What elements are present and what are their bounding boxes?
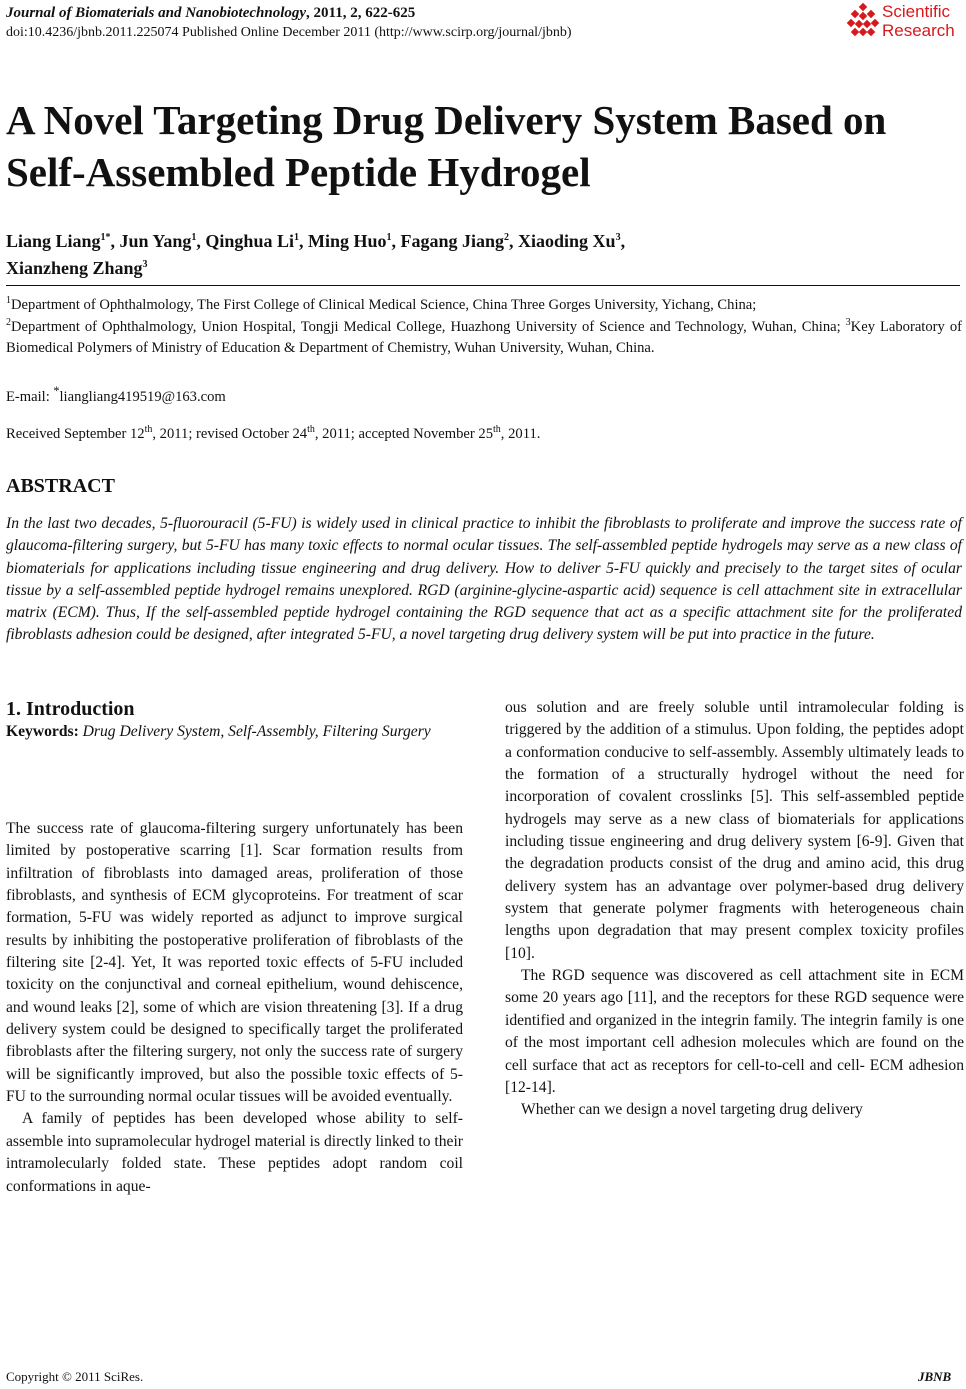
doi-line: doi:10.4236/jbnb.2011.225074 Published Online December 2011 (http://www.scirp.org/journal/jbnb) <box>6 25 572 40</box>
author: Xiaoding Xu$^3$, <box>518 231 626 251</box>
section-heading-introduction: 1. Introduction <box>6 698 135 720</box>
author-divider <box>6 285 960 286</box>
abstract-text: In the last two decades, 5-fluorouracil (5-FU) is widely used in clinical practice to inhibit the fibroblasts to proliferate and improve the success rate of glaucoma-filtering surgery, but 5-FU has many toxic effects to normal ocular tissues. The self-assembled peptide hydrogels may serve as a new class of biomaterials for applications including tissue engineering and drug delivery. How to deliver 5-FU quickly and precisely to the target sites of ocular tissue by a self-assembled peptide hydrogel remains unexplored. RGD (arginine-glycine-aspartic acid) sequence is cell attachment site in extracellular matrix (ECM). Thus, If the self-assembled peptide hydrogel containing the RGD sequence that act as a specific attachment site for the proliferated fibroblasts adhesion could be designed, after integrated 5-FU, a novel targeting drug delivery system will be put into practice in the future. <box>6 515 962 644</box>
publisher-logo-icon <box>848 4 878 38</box>
author: Xianzheng Zhang$^3$ <box>6 258 148 278</box>
affiliations <box>6 295 962 360</box>
paragraph: Whether can we design a novel targeting drug delivery <box>521 1101 863 1119</box>
left-column <box>6 818 463 1198</box>
author: Liang Liang$^{1*}$, <box>6 231 120 251</box>
journal-citation <box>6 4 415 23</box>
copyright: Copyright © 2011 SciRes. <box>6 1369 144 1384</box>
paragraph: ous solution and are freely soluble until intramolecular folding is triggered by the addition of a stimulus. Upon folding, the peptides adopt a conformation conducive to self-assembly. Assembly ultimately leads to the formation of a structurally hydrogel without the need for incorporation of covalent crosslinks [5]. This self-assembled peptide hydrogels may serve as a new class of biomaterials for applications including tissue engineering and drug delivery system [6-9]. Given that the degradation products consist of the drug and amino acid, this drug delivery system has an advantage over polymer-based drug delivery system that generate polymer fragments with heterogeneous chain lengths upon degradation that may present complex toxicity profiles [10]. <box>505 699 964 962</box>
author: Jun Yang$^1$, <box>119 231 206 251</box>
email-line: E-mail: *liangliang419519@163.com <box>6 384 226 405</box>
author: Qinghua Li$^1$, <box>205 231 308 251</box>
paragraph: A family of peptides has been developed whose ability to self-assemble into supramolecular hydrogel material is directly linked to their intramolecularly folded state. These peptides adopt random coil conformations in aque- <box>6 1110 463 1195</box>
author: Fagang Jiang$^2$, <box>400 231 519 251</box>
right-column <box>505 697 964 1122</box>
abstract-heading: ABSTRACT <box>6 475 115 497</box>
keyword: Drug Delivery System <box>82 723 221 740</box>
paper-title: A Novel Targeting Drug Delivery System Based on Self-Assembled Peptide Hydrogel <box>6 97 887 195</box>
author: Ming Huo$^1$, <box>307 231 401 251</box>
journal-name: Journal of Biomaterials and Nanobiotechnology <box>6 5 307 21</box>
journal-abbreviation: JBNB <box>918 1369 952 1384</box>
keywords: Keywords: Drug Delivery System, Self-Assembly, Filtering Surgery <box>6 723 431 740</box>
received-dates: Received September 12th, 2011; revised October 24th, 2011; accepted November 25th, 2011. <box>6 424 541 442</box>
publisher-logo-line1: Scientific <box>882 2 951 21</box>
journal-volume: , 2011, 2, 622-625 <box>306 5 416 21</box>
email-link[interactable]: liangliang419519@163.com <box>59 388 226 405</box>
author-list <box>6 228 962 282</box>
keywords-label: Keywords <box>6 723 74 740</box>
paragraph: The success rate of glaucoma-filtering surgery unfortunately has been limited by postoperative scarring [1]. Scar formation results from infiltration of fibroblasts into damaged areas, proliferation of those fibroblasts, and synthesis of ECM glycoproteins. For treatment of scar formation, 5-FU was widely reported as adjunct to improve surgical results by inhibiting the postoperative proliferation of fibroblasts of the filtering site [2-4]. Yet, It was reported toxic effects of 5-FU included toxicity on the conjunctival and corneal epithelium, wound dehiscence, and wound leaks [2], some of which are vision threatening [3]. If a drug delivery system could be designed to specifically target the proliferated fibroblasts after the filtering surgery, not only the success rate of surgery will be significantly improved, but also the possible toxic effects of 5-FU to the surrounding normal ocular tissues will be avoided eventually. <box>6 820 463 1106</box>
affiliation-2-3: $^2$Department of Ophthalmology, Union Hospital, Tongji Medical College, Huazhong University of Science and Technology, Wuhan, China; $^3$Key Laboratory of Biomedical Polymers of Ministry of Education & Department of Chemistry, Wuhan University, Wuhan, China. <box>6 316 962 356</box>
keyword: Self-Assembly <box>228 723 315 740</box>
publisher-logo-line2: Research <box>882 21 955 40</box>
affiliation-1: $^1$Department of Ophthalmology, The First College of Clinical Medical Science, China Three Gorges University, Yichang, China; <box>6 295 757 313</box>
paragraph: The RGD sequence was discovered as cell attachment site in ECM some 20 years ago [11], and the receptors for these RGD sequence were identified and organized in the integrin family. The integrin family is one of the most important cell adhesion molecules which are found on the cell surface that act as receptors for cell-to-cell and cell- ECM adhesion [12-14]. <box>505 967 964 1096</box>
keyword: Filtering Surgery <box>322 723 431 740</box>
publisher-logo <box>848 2 964 42</box>
